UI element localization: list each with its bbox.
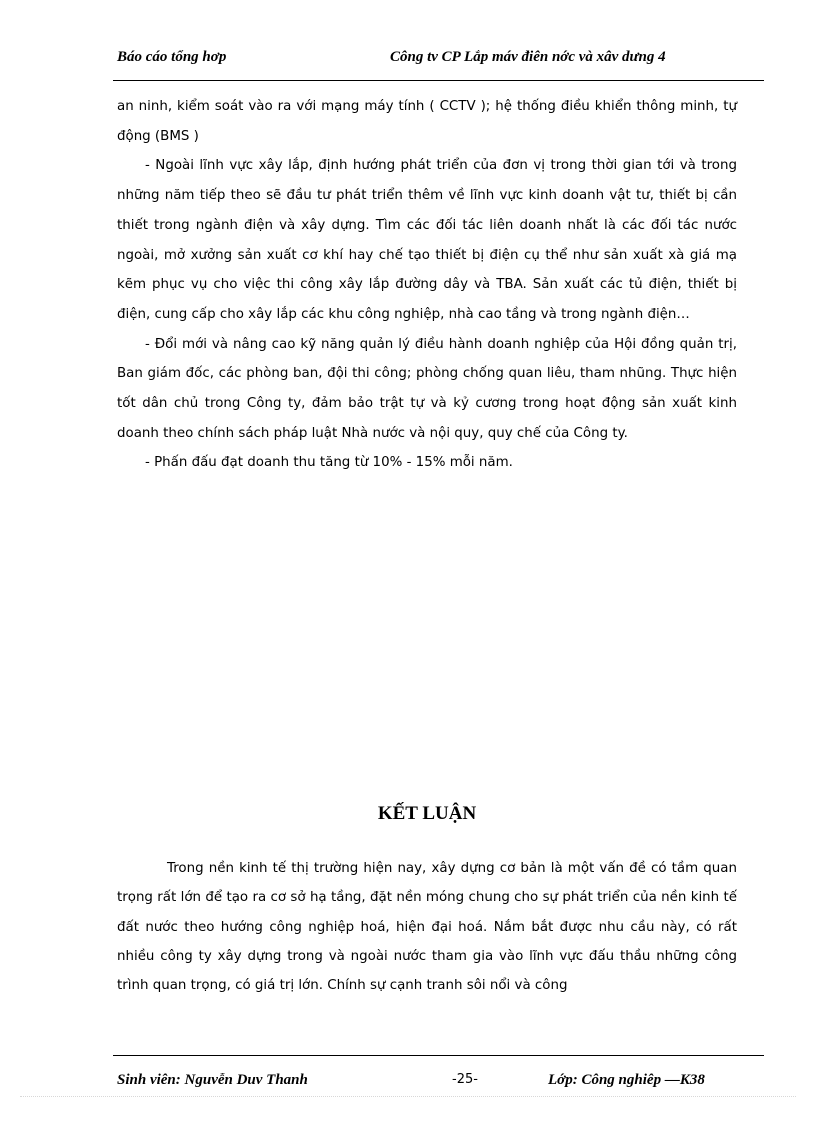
header-rule (113, 80, 764, 81)
footer-student: Sinh viên: Nguvễn Duv Thanh (117, 1072, 308, 1088)
paragraph-security: an ninh, kiểm soát vào ra với mạng máy tính ( CCTV ); hệ thống điều khiển thông minh, tự động (BMS ) (117, 99, 737, 144)
footer-page-number: -25- (452, 1072, 478, 1087)
conclusion-body (117, 854, 737, 1000)
body-text (117, 92, 737, 478)
conclusion-title: KẾT LUẬN (377, 803, 477, 824)
paragraph-revenue-goal: - Phấn đấu đạt doanh thu tăng từ 10% - 15% mỗi năm. (145, 455, 513, 471)
footer-rule (113, 1055, 764, 1056)
paragraph-business-direction: - Ngoài lĩnh vực xây lắp, định hướng phát triển của đơn vị trong thời gian tới và trong những năm tiếp theo sẽ đầu tư phát triển thêm về lĩnh vực kinh doanh vật tư, thiết bị cần thiết trong ngành điện và xây dựng. Tìm các đối tác liên doanh nhất là các đối tác nước ngoài, mở xưởng sản xuất cơ khí hay chế tạo thiết bị điện cụ thể như sản xuất xà giá mạ kẽm phục vụ cho việc thi công xây lắp đường dây và TBA. Sản xuất các tủ điện, thiết bị điện, cung cấp cho xây lắp các khu công nghiệp, nhà cao tầng và trong ngành điện… (117, 158, 737, 322)
header-company-name: Công tv CP Lắp máv điên nớc và xâv dưng 4 (390, 49, 666, 65)
header-report-title: Báo cáo tổng hơp (117, 49, 227, 65)
paragraph-management: - Đổi mới và nâng cao kỹ năng quản lý điều hành doanh nghiệp của Hội đồng quản trị, Ban giám đốc, các phòng ban, đội thi công; phòng chống quan liêu, tham nhũng. Thực hiện tốt dân chủ trong Công ty, đảm bảo trật tự và kỷ cương trong hoạt động sản xuất kinh doanh theo chính sách pháp luật Nhà nước và nội quy, quy chế của Công ty. (117, 336, 737, 441)
page-bottom-edge (20, 1096, 796, 1097)
conclusion-paragraph: Trong nền kinh tế thị trường hiện nay, xây dựng cơ bản là một vấn đề có tầm quan trọng rất lớn để tạo ra cơ sở hạ tầng, đặt nền móng chung cho sự phát triển của nền kinh tế đất nước theo hướng công nghiệp hoá, hiện đại hoá. Nắm bắt được nhu cầu này, có rất nhiều công ty xây dựng trong và ngoài nước tham gia vào lĩnh vực đấu thầu những công trình quan trọng, có giá trị lớn. Chính sự cạnh tranh sôi nổi và công (117, 861, 737, 994)
footer-class: Lớp: Công nghiêp —K38 (548, 1072, 705, 1088)
